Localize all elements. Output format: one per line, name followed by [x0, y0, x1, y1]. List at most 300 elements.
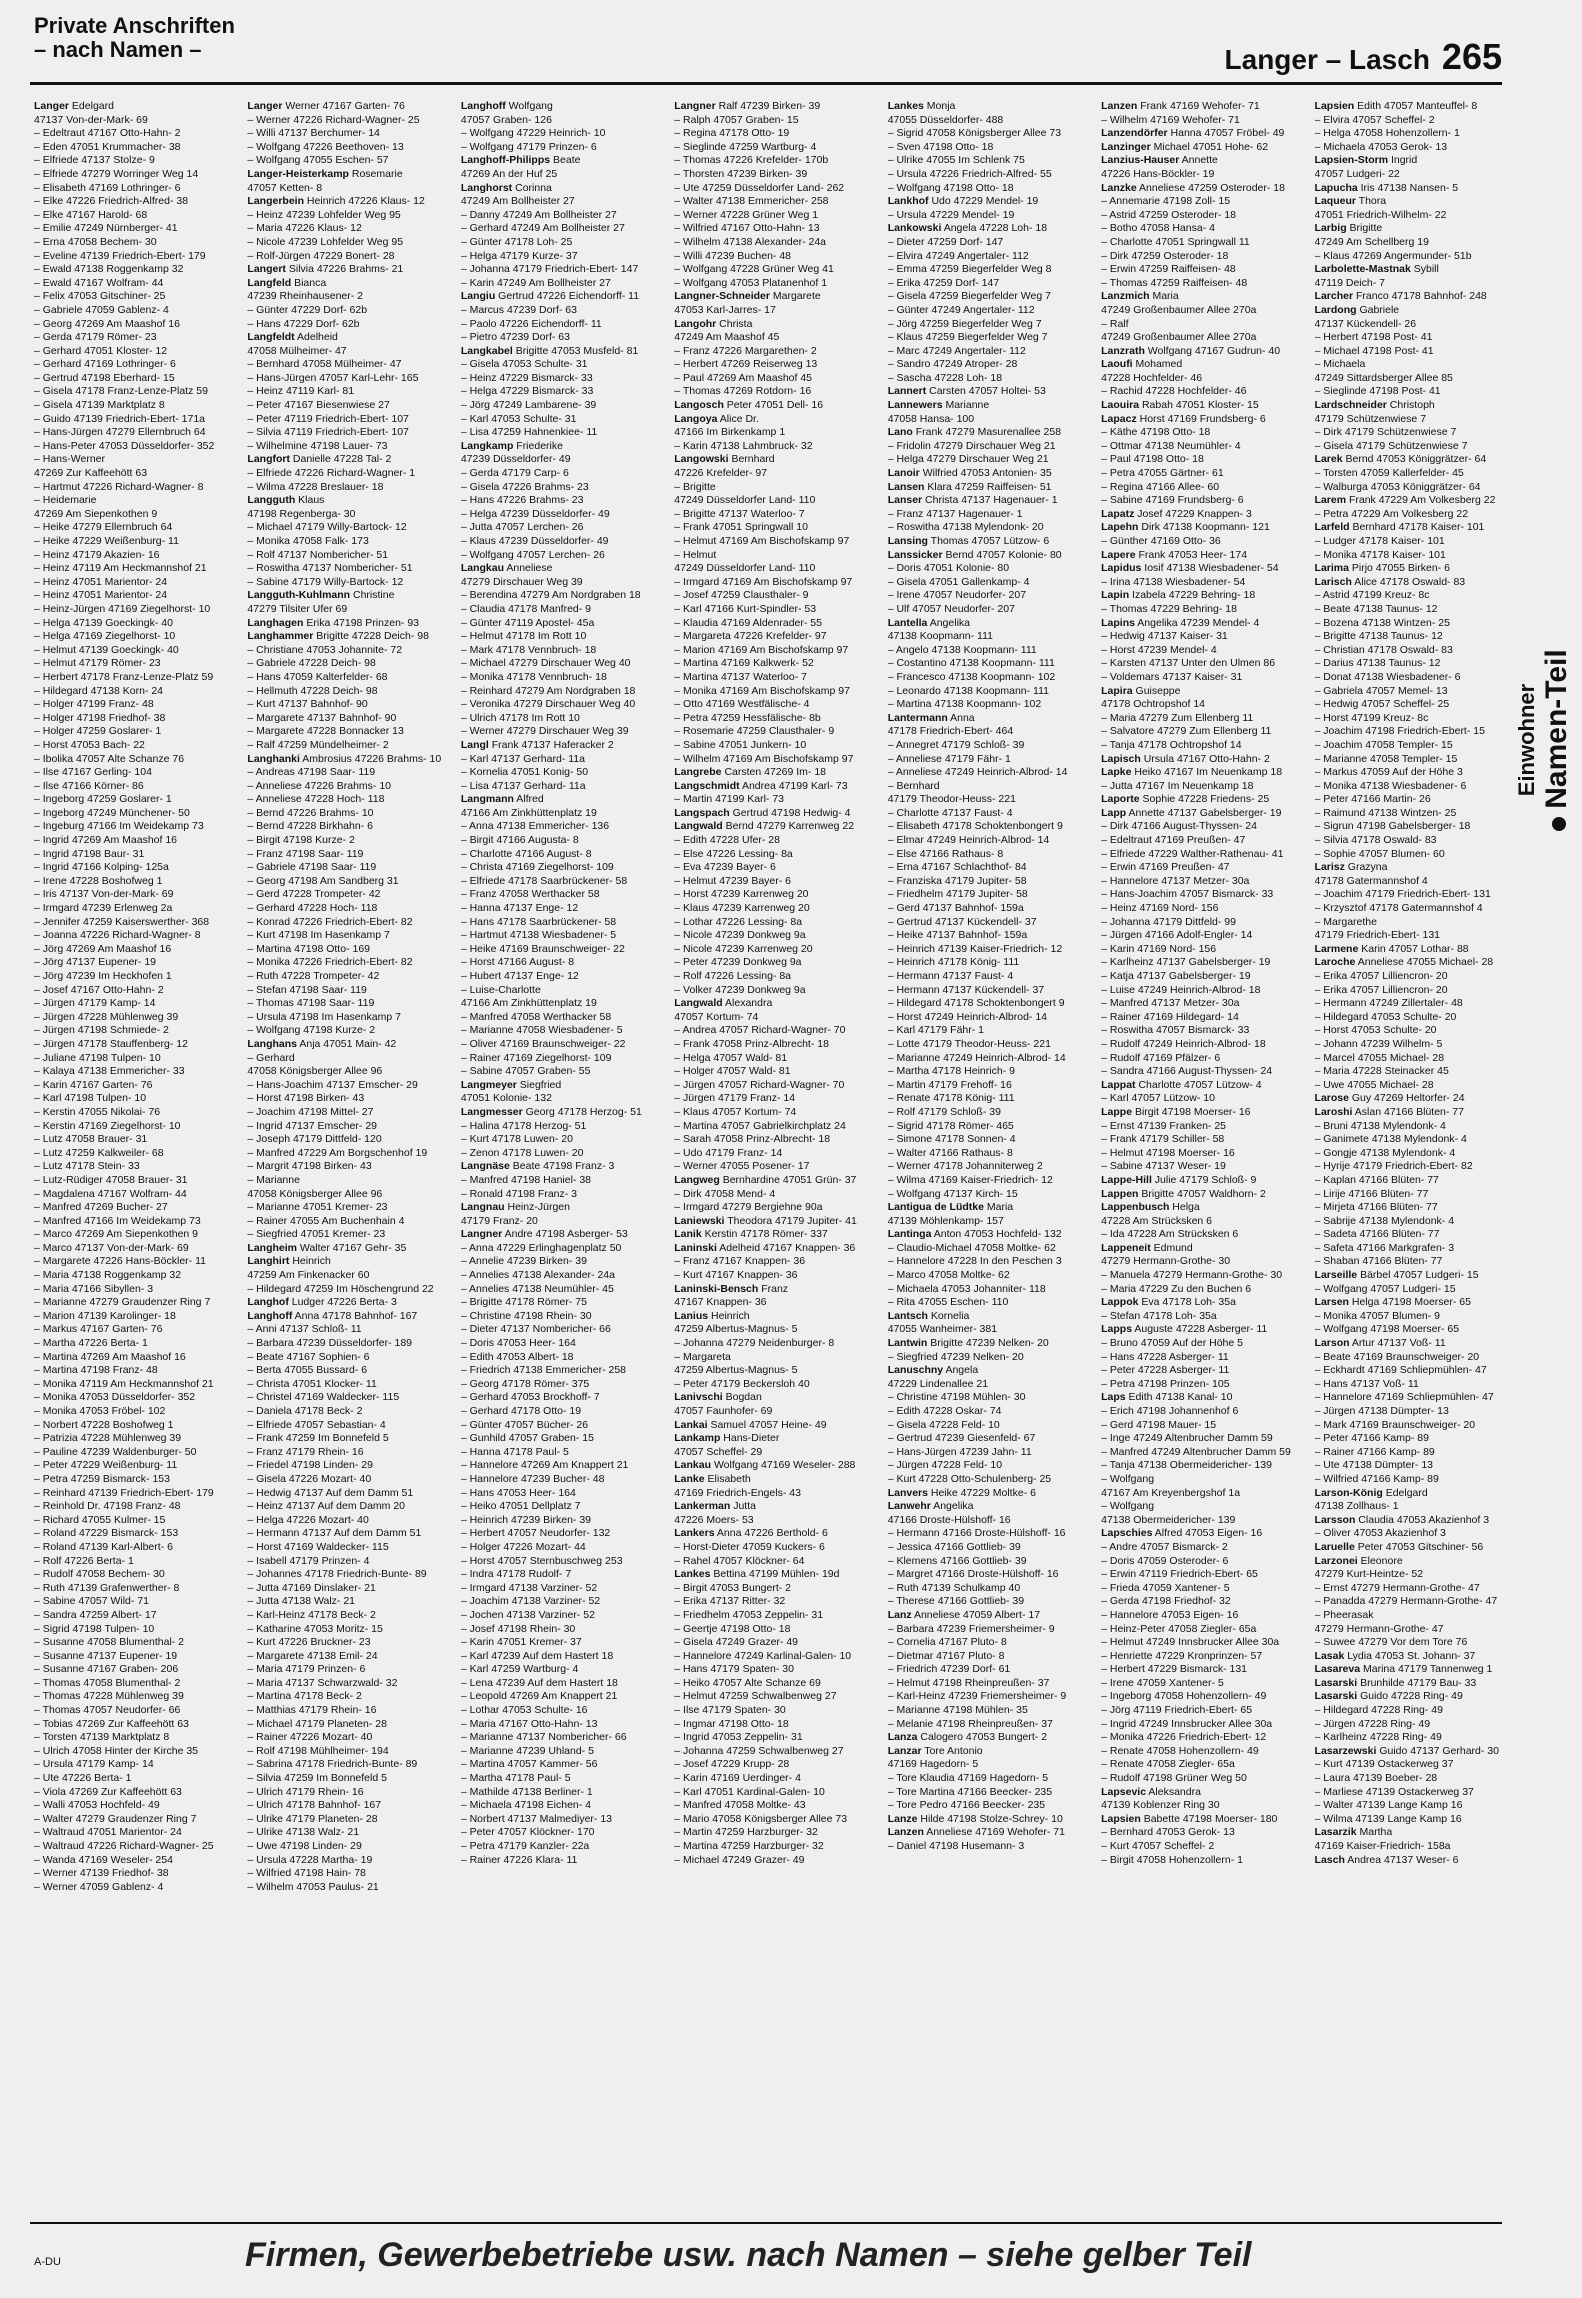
entry-text: 47169 Hagedorn- 5: [887, 1758, 979, 1771]
entry-text: – Edith 47053 Albert- 18: [460, 1350, 574, 1363]
entry-text: – Silvia 47259 Im Bonnefeld 5: [247, 1772, 387, 1785]
entry-text: 47198 Regenberga- 30: [247, 507, 356, 520]
entry-text: – Lutz 47058 Brauer- 31: [34, 1133, 148, 1146]
entry-text: – Helmut 47239 Bayer- 6: [674, 874, 791, 887]
directory-entry: [1315, 209, 1516, 223]
entry-text: – Mark 47178 Vennbruch- 18: [460, 643, 597, 656]
entry-text: – Wilfried 47167 Otto-Hahn- 13: [674, 222, 820, 235]
directory-entry: [34, 141, 235, 155]
entry-text: – Hans 47178 Saarbrückener- 58: [460, 915, 617, 928]
entry-text: Friederike: [513, 439, 563, 452]
surname: Lanzius-Hauser: [1101, 154, 1180, 167]
entry-text: Frank 47169 Wehofer- 71: [1137, 100, 1260, 112]
directory-entry: [674, 1351, 875, 1365]
entry-text: – Beate 47169 Braunschweiger- 20: [1314, 1350, 1480, 1363]
directory-entry: [247, 549, 448, 563]
entry-text: Bernd 47279 Karrenweg 22: [722, 820, 855, 833]
directory-entry: [1101, 1296, 1302, 1310]
directory-entry: [674, 263, 875, 277]
directory-entry: [247, 1079, 448, 1093]
directory-entry: [1101, 1378, 1302, 1392]
directory-entry: [1315, 399, 1516, 413]
entry-text: 47138 Obermeidericher- 139: [1101, 1513, 1236, 1526]
directory-entry: [1101, 1432, 1302, 1446]
directory-entry: [461, 1038, 662, 1052]
directory-entry: [1315, 1215, 1516, 1229]
surname: Lanvers: [887, 1486, 928, 1499]
surname: Lapin: [1101, 589, 1130, 602]
entry-text: – Astrid 47199 Kreuz- 8c: [1314, 589, 1430, 602]
entry-text: – Jürgen 47179 Franz- 14: [674, 1092, 796, 1105]
entry-text: – Sigrid 47178 Römer- 465: [887, 1119, 1014, 1132]
entry-text: 47057 Ketten- 8: [247, 181, 323, 194]
surname: Langkamp: [460, 439, 514, 452]
directory-entry: [247, 902, 448, 916]
directory-entry: [34, 1405, 235, 1419]
entry-text: – Erna 47058 Bechem- 30: [34, 235, 157, 248]
directory-entry: [461, 1024, 662, 1038]
directory-entry: [888, 943, 1089, 957]
entry-text: Sybill: [1410, 263, 1439, 276]
surname: Langfeld: [247, 276, 292, 289]
entry-text: – Helmut 47198 Rheinpreußen- 37: [887, 1676, 1050, 1689]
entry-text: – Brigitte: [674, 480, 716, 493]
entry-text: Maria: [1149, 290, 1179, 303]
entry-text: – Franz 47198 Saar- 119: [247, 847, 364, 860]
entry-text: – Maria 47167 Otto-Hahn- 13: [460, 1717, 598, 1730]
entry-text: – Sadeta 47166 Blüten- 77: [1314, 1228, 1440, 1241]
entry-text: 47138 Koopmann- 111: [887, 630, 993, 643]
directory-entry: [461, 1555, 662, 1569]
entry-text: Klaus: [295, 494, 325, 507]
directory-entry: [888, 1188, 1089, 1202]
directory-entry: [34, 372, 235, 386]
entry-text: 47166 Am Zinkhüttenplatz 19: [460, 997, 597, 1010]
entry-text: 47178 Ochtropshof 14: [1101, 698, 1206, 711]
directory-entry: [1315, 1242, 1516, 1256]
directory-entry: [1315, 1405, 1516, 1419]
directory-entry: [247, 1120, 448, 1134]
entry-text: – Heinz 47119 Karl- 81: [247, 385, 355, 398]
entry-text: – Michael 47179 Planeten- 28: [247, 1717, 387, 1730]
directory-entry: [888, 1038, 1089, 1052]
entry-text: – Martina 47259 Harzburger- 32: [674, 1840, 824, 1852]
directory-entry: [674, 141, 875, 155]
directory-entry: [674, 521, 875, 535]
entry-text: Aslan 47166 Blüten- 77: [1352, 1105, 1464, 1118]
entry-text: Helga 47198 Moerser- 65: [1348, 1296, 1471, 1309]
directory-entry: [1101, 1609, 1302, 1623]
directory-entry: [34, 1514, 235, 1528]
directory-entry: [674, 195, 875, 209]
surname: Larek: [1314, 453, 1343, 466]
entry-text: – Karin 47138 Lahmbruck- 32: [674, 439, 813, 452]
entry-text: – Friedhelm 47179 Jupiter- 58: [887, 888, 1028, 901]
directory-entry: [34, 508, 235, 522]
surname: Lapidus: [1101, 562, 1142, 575]
directory-entry: [888, 1677, 1089, 1691]
directory-entry: [461, 712, 662, 726]
entry-text: – Wolfgang 47198 Otto- 18: [887, 181, 1014, 194]
directory-entry: [461, 1799, 662, 1813]
directory-entry: [1101, 1024, 1302, 1038]
directory-entry: [674, 739, 875, 753]
directory-entry: [1315, 1269, 1516, 1283]
directory-entry: [247, 1283, 448, 1297]
entry-text: 47119 Deich- 7: [1314, 276, 1385, 289]
directory-entry: [1101, 1690, 1302, 1704]
entry-text: – Safeta 47166 Markgrafen- 3: [1314, 1241, 1455, 1254]
bullet-icon: [1552, 817, 1566, 831]
directory-entry: [888, 399, 1089, 413]
entry-text: 47249 Düsseldorfer Land- 110: [674, 562, 816, 575]
entry-text: – Elke 47167 Harold- 68: [34, 208, 148, 221]
entry-text: – Günter 47057 Bücher- 26: [460, 1418, 589, 1431]
entry-text: Georg 47178 Herzog- 51: [522, 1105, 642, 1118]
entry-text: – Dieter 47259 Dorf- 147: [887, 235, 1004, 248]
directory-entry: [1101, 413, 1302, 427]
entry-text: – Karl 47057 Lützow- 10: [1101, 1092, 1215, 1105]
entry-text: Adelheid 47167 Knappen- 36: [716, 1241, 856, 1254]
entry-text: – Josef 47259 Clausthaler- 9: [674, 589, 809, 602]
entry-text: – Ingeborg 47058 Hohenzollern- 49: [1101, 1690, 1267, 1703]
entry-text: – Hartmut 47226 Richard-Wagner- 8: [34, 480, 204, 493]
directory-entry: [247, 1296, 448, 1310]
directory-entry: [1315, 1514, 1516, 1528]
entry-text: Peter 47051 Dell- 16: [723, 399, 824, 412]
entry-text: – Thomas 47228 Mühlenweg 39: [34, 1690, 184, 1703]
directory-entry: [1101, 1011, 1302, 1025]
directory-entry: [34, 1351, 235, 1365]
entry-text: – Margarete 47138 Emil- 24: [247, 1649, 378, 1662]
surname: Langowski: [674, 453, 729, 466]
directory-entry: [888, 603, 1089, 617]
surname: Lankerman: [674, 1500, 731, 1513]
entry-text: – Karl 47259 Wartburg- 4: [460, 1663, 579, 1676]
directory-entry: [1101, 182, 1302, 196]
directory-entry: [34, 549, 235, 563]
directory-entry: [461, 114, 662, 128]
directory-entry: [1101, 1731, 1302, 1745]
directory-entry: [34, 114, 235, 128]
directory-entry: [247, 1446, 448, 1460]
directory-entry: [247, 766, 448, 780]
directory-entry: [247, 1704, 448, 1718]
entry-text: – Susanne 47167 Graben- 206: [34, 1663, 179, 1676]
directory-entry: [888, 1500, 1089, 1514]
directory-entry: [888, 250, 1089, 264]
entry-text: Babette 47198 Moerser- 180: [1140, 1812, 1278, 1825]
entry-text: 47226 Moers- 53: [674, 1513, 754, 1526]
entry-text: – Anna 47229 Erlinghagenplatz 50: [460, 1241, 622, 1254]
directory-entry: [34, 1106, 235, 1120]
directory-entry: [461, 1133, 662, 1147]
entry-text: Heike 47229 Moltke- 6: [927, 1486, 1036, 1499]
directory-entry: [888, 1663, 1089, 1677]
entry-text: Heiko 47167 Im Neuenkamp 18: [1131, 766, 1283, 779]
surname: Langhanki: [247, 752, 300, 765]
directory-entry: [34, 1718, 235, 1732]
entry-text: – Thomas 47229 Behring- 18: [1101, 602, 1237, 615]
entry-text: – Margarete 47226 Hans-Böckler- 11: [34, 1255, 206, 1268]
entry-text: Karin 47057 Lothar- 88: [1358, 942, 1469, 955]
directory-entry: [247, 644, 448, 658]
directory-entry: [247, 290, 448, 304]
entry-text: – Anneliese 47226 Brahms- 10: [247, 779, 392, 792]
directory-entry: [34, 331, 235, 345]
entry-text: – Helmut 47259 Schwalbenweg 27: [674, 1690, 837, 1703]
directory-entry: [34, 250, 235, 264]
directory-entry: [247, 426, 448, 440]
directory-entry: [1315, 1731, 1516, 1745]
entry-text: – Klemens 47166 Gottlieb- 39: [887, 1554, 1027, 1567]
entry-text: – Horst-Dieter 47059 Kuckers- 6: [674, 1540, 825, 1553]
entry-text: Christine: [350, 589, 395, 602]
entry-text: – Karl 47198 Tulpen- 10: [34, 1092, 147, 1105]
directory-entry: [34, 1269, 235, 1283]
entry-text: – Lutz 47178 Stein- 33: [34, 1160, 140, 1173]
entry-text: – Helmut 47249 Innsbrucker Allee 30a: [1101, 1636, 1280, 1649]
entry-text: – Jürgen 47179 Kamp- 14: [34, 997, 156, 1010]
entry-text: – Günther 47169 Otto- 36: [1101, 535, 1221, 547]
directory-entry: [1315, 1745, 1516, 1759]
surname: Lanzen: [1101, 100, 1138, 112]
entry-text: Gertrud 47226 Eichendorff- 11: [495, 290, 640, 303]
entry-text: 47179 Franz- 20: [460, 1214, 538, 1227]
entry-text: – Werner 47279 Dirschauer Weg 39: [460, 725, 629, 738]
entry-text: – Eveline 47139 Friedrich-Ebert- 179: [34, 249, 206, 262]
entry-text: – Ewald 47138 Roggenkamp 32: [34, 263, 184, 276]
entry-text: – Monika 47119 Am Heckmannshof 21: [34, 1377, 214, 1390]
entry-text: – Roswitha 47057 Bismarck- 33: [1101, 1024, 1250, 1037]
directory-entry: [461, 617, 662, 631]
directory-entry: [888, 1120, 1089, 1134]
directory-entry: [888, 1201, 1089, 1215]
directory-entry: [1315, 1255, 1516, 1269]
entry-text: – Monika 47226 Friedrich-Ebert- 82: [247, 956, 413, 969]
entry-text: – Monika 47058 Falk- 173: [247, 535, 369, 547]
directory-entry: [888, 1310, 1089, 1324]
directory-entry: [34, 127, 235, 141]
directory-entry: [1101, 1799, 1302, 1813]
entry-text: – Josef 47229 Krupp- 28: [674, 1758, 790, 1771]
entry-text: – Birgit 47198 Kurze- 2: [247, 834, 355, 847]
entry-text: – Klaus 47239 Düsseldorfer- 49: [460, 535, 609, 547]
entry-text: – Gunhild 47057 Graben- 15: [460, 1432, 594, 1445]
entry-text: – Ingrid 47269 Am Maashof 16: [34, 834, 178, 847]
directory-entry: [34, 168, 235, 182]
directory-entry: [888, 1405, 1089, 1419]
directory-entry: [888, 440, 1089, 454]
directory-entry: [674, 766, 875, 780]
entry-text: Heinrich: [708, 1309, 750, 1322]
entry-text: – Ulrike 47055 Im Schlenk 75: [887, 154, 1025, 167]
entry-text: – Franz 47179 Rhein- 16: [247, 1445, 364, 1458]
entry-text: Bernd 47053 Königgrätzer- 64: [1342, 453, 1487, 466]
entry-text: – Norbert 47228 Boshofweg 1: [34, 1418, 174, 1431]
directory-entry: [247, 685, 448, 699]
entry-text: 47167 Knappen- 36: [674, 1296, 767, 1309]
entry-text: – Erwin 47259 Raiffeisen- 48: [1101, 263, 1236, 276]
entry-text: – Bozena 47138 Wintzen- 25: [1314, 616, 1450, 629]
entry-text: – Willi 47137 Berchumer- 14: [247, 127, 380, 140]
entry-text: 47279 Hermann-Grothe- 47: [1314, 1622, 1444, 1635]
entry-text: Mohamed: [1132, 358, 1183, 371]
entry-text: – Lirije 47166 Blüten- 77: [1314, 1187, 1429, 1200]
directory-entry: [674, 916, 875, 930]
directory-entry: [461, 1065, 662, 1079]
entry-text: – Lothar 47226 Lessing- 8a: [674, 915, 803, 928]
surname: Lanzendörfer: [1101, 127, 1168, 140]
directory-entry: [1101, 685, 1302, 699]
directory-entry: [1101, 997, 1302, 1011]
directory-entry: [674, 1364, 875, 1378]
entry-text: – Sophie 47057 Blumen- 60: [1314, 847, 1445, 860]
directory-entry: [34, 1813, 235, 1827]
directory-entry: [1315, 1364, 1516, 1378]
entry-text: – Hedwig 47057 Scheffel- 25: [1314, 698, 1450, 711]
surname: Lanzmich: [1101, 290, 1150, 303]
directory-entry: [1315, 1582, 1516, 1596]
directory-entry: [34, 481, 235, 495]
directory-entry: [1315, 1487, 1516, 1501]
directory-entry: [461, 685, 662, 699]
surname: Lanser: [887, 494, 923, 507]
directory-entry: [674, 644, 875, 658]
directory-entry: [247, 1011, 448, 1025]
surname: Langnau: [460, 1201, 505, 1214]
directory-entry: [247, 943, 448, 957]
directory-entry: [674, 209, 875, 223]
directory-entry: [461, 1337, 662, 1351]
directory-entry: [461, 453, 662, 467]
entry-text: – Maria 47229 Zu den Buchen 6: [1101, 1282, 1252, 1295]
entry-text: – Klaudia 47169 Aldenrader- 55: [674, 616, 822, 629]
surname: Langer: [247, 100, 283, 112]
directory-entry: [1315, 1758, 1516, 1772]
directory-entry: [247, 916, 448, 930]
directory-entry: [1315, 698, 1516, 712]
entry-text: Theodora 47179 Jupiter- 41: [724, 1214, 857, 1227]
entry-text: – Birgit 47166 Augusta- 8: [460, 834, 579, 847]
directory-entry: [247, 1636, 448, 1650]
entry-text: – Gerda 47179 Römer- 23: [34, 331, 157, 344]
entry-text: – Reinhard 47139 Friedrich-Ebert- 179: [34, 1486, 214, 1499]
entry-text: – Martin 47259 Harzburger- 32: [674, 1826, 818, 1839]
surname: Lapisch: [1101, 752, 1141, 765]
surname: Laqueur: [1314, 195, 1356, 208]
entry-text: Anneliese 47059 Albert- 17: [911, 1608, 1041, 1621]
surname: Larbolette-Mastnak: [1314, 263, 1411, 276]
surname: Lapere: [1101, 548, 1136, 561]
directory-entry: [461, 195, 662, 209]
entry-text: Charlotte 47057 Lützow- 4: [1135, 1078, 1262, 1091]
directory-entry: [1315, 1120, 1516, 1134]
directory-entry: [247, 195, 448, 209]
entry-text: – Renate 47058 Hohenzollern- 49: [1101, 1744, 1259, 1757]
directory-entry: [1101, 1595, 1302, 1609]
entry-text: – Ursula 47198 Im Hasenkamp 7: [247, 1010, 401, 1023]
entry-text: Anna 47226 Berthold- 6: [714, 1527, 828, 1540]
directory-entry: [1101, 1704, 1302, 1718]
entry-text: 47057 Ludgeri- 22: [1314, 167, 1400, 180]
directory-entry: [674, 1120, 875, 1134]
entry-text: – Martina 47198 Otto- 169: [247, 942, 370, 955]
directory-entry: [34, 1038, 235, 1052]
entry-text: Angelika: [927, 616, 970, 629]
directory-entry: [34, 1500, 235, 1514]
entry-text: – Torsten 47139 Marktplatz 8: [34, 1731, 170, 1744]
directory-entry: [247, 1052, 448, 1066]
directory-entry: [674, 1133, 875, 1147]
directory-entry: [461, 1269, 662, 1283]
directory-entry: [247, 1745, 448, 1759]
entry-text: Lydia 47053 St. Johann- 37: [1344, 1649, 1476, 1662]
entry-text: – Elfriede 47178 Saarbrückener- 58: [460, 874, 628, 887]
entry-text: – Wilma 47139 Lange Kamp 16: [1314, 1812, 1462, 1825]
entry-text: – Roland 47229 Bismarck- 153: [34, 1527, 179, 1540]
directory-entry: [461, 753, 662, 767]
entry-text: Ambrosius 47226 Brahms- 10: [299, 752, 442, 765]
directory-entry: [674, 1500, 875, 1514]
directory-entry: [34, 630, 235, 644]
directory-entry: [1315, 1391, 1516, 1405]
entry-text: – Ruth 47139 Schulkamp 40: [887, 1581, 1021, 1594]
directory-entry: [34, 861, 235, 875]
directory-entry: [674, 657, 875, 671]
entry-text: – Helmut 47169 Am Bischofskamp 97: [674, 535, 850, 547]
entry-text: – Jürgen 47057 Richard-Wagner- 70: [674, 1078, 845, 1091]
entry-text: – Johann 47239 Wilhelm- 5: [1314, 1037, 1443, 1050]
directory-entry: [461, 916, 662, 930]
entry-text: – Martin 47179 Frehoff- 16: [887, 1078, 1012, 1091]
directory-entry: [674, 1690, 875, 1704]
entry-text: – Ottmar 47138 Neumühler- 4: [1101, 439, 1241, 452]
directory-entry: [1315, 1296, 1516, 1310]
directory-column-7: [1315, 100, 1516, 2180]
entry-text: Frank 47053 Heer- 174: [1135, 548, 1248, 561]
entry-text: – Gabriela 47057 Memel- 13: [1314, 684, 1448, 697]
entry-text: Danielle 47228 Tal- 2: [290, 453, 392, 466]
entry-text: – Peter 47179 Beckersloh 40: [674, 1377, 810, 1390]
directory-entry: [888, 127, 1089, 141]
directory-entry: [34, 848, 235, 862]
entry-text: – Heinrich 47239 Birken- 39: [460, 1513, 592, 1526]
directory-entry: [1101, 331, 1302, 345]
directory-entry: [1315, 426, 1516, 440]
surname: Langnäse: [460, 1160, 510, 1173]
entry-text: – Thorsten 47239 Birken- 39: [674, 167, 808, 180]
entry-text: 47279 Kurt-Heintze- 52: [1314, 1568, 1424, 1581]
directory-entry: [1101, 318, 1302, 332]
directory-entry: [1315, 182, 1516, 196]
directory-entry: [888, 1133, 1089, 1147]
directory-entry: [34, 1432, 235, 1446]
directory-entry: [1101, 1813, 1302, 1827]
entry-text: – Erwin 47169 Preußen- 47: [1101, 861, 1230, 874]
entry-text: Andrea 47137 Weser- 6: [1344, 1853, 1459, 1866]
entry-text: – Christiane 47053 Johannite- 72: [247, 643, 403, 656]
entry-text: Martha: [1356, 1826, 1393, 1839]
entry-text: – Karl 47137 Gerhard- 11a: [460, 752, 585, 765]
directory-entry: [1315, 195, 1516, 209]
entry-text: – Rudolf 47198 Grüner Weg 50: [1101, 1772, 1247, 1785]
directory-entry: [1315, 1555, 1516, 1569]
directory-entry: [461, 1160, 662, 1174]
entry-text: – Elfriede 47229 Walther-Rathenau- 41: [1101, 847, 1284, 860]
directory-entry: [674, 630, 875, 644]
entry-text: – Rainer 47169 Ziegelhorst- 109: [460, 1051, 612, 1064]
